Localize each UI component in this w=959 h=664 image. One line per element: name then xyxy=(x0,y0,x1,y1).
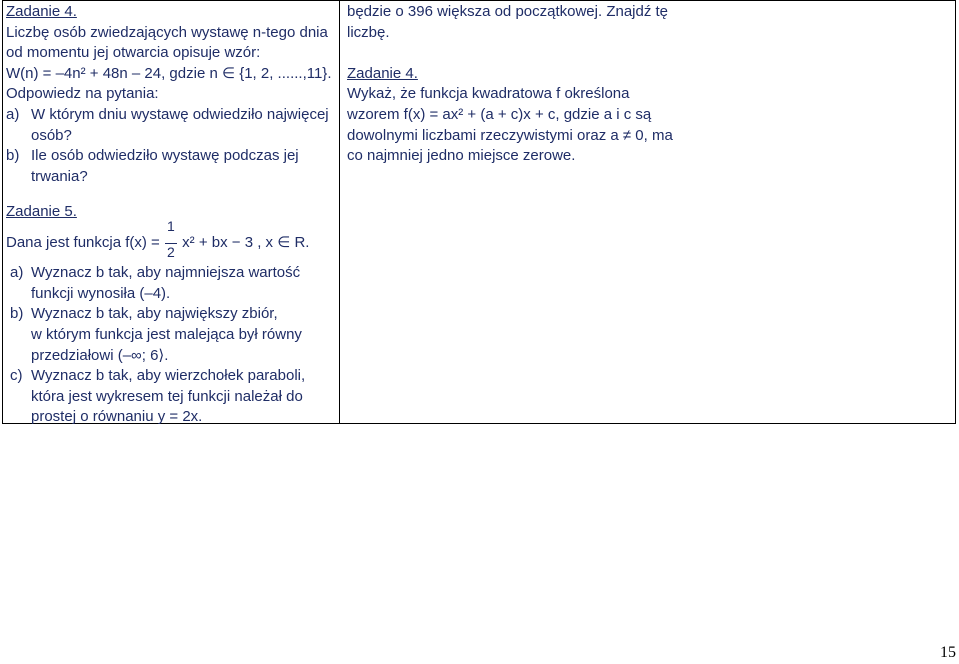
task-text-line: co najmniej jedno miejsce zerowe. xyxy=(347,147,576,165)
task-title: Zadanie 4. xyxy=(347,64,418,82)
subtask-text-line: prostej o równaniu y = 2x. xyxy=(31,408,203,426)
task-text-line: od momentu jej otwarcia opisuje wzór: xyxy=(6,44,261,62)
fraction-denominator: 2 xyxy=(167,243,175,260)
spacer xyxy=(347,43,947,64)
task-formula-line: W(n) = –4n² + 48n – 24, gdzie n ∈ {1, 2, ......,11}. xyxy=(6,64,332,82)
definition-prefix: Dana jest funkcja f(x) = xyxy=(6,233,160,251)
question-text-line: osób? xyxy=(31,126,72,144)
subtask-text-line: funkcji wynosiła (–4). xyxy=(31,284,171,302)
subtask-label: c) xyxy=(10,367,23,385)
subtask-a xyxy=(6,263,336,304)
page-number: 15 xyxy=(940,644,956,661)
subtask-b xyxy=(6,304,336,366)
task-4-right-cell xyxy=(347,2,947,167)
task-text-line: Odpowiedz na pytania: xyxy=(6,85,159,103)
subtask-text-line: Wyznacz b tak, aby największy zbiór, xyxy=(31,305,278,323)
table-border-top xyxy=(2,0,956,1)
subtask-c xyxy=(6,366,336,428)
table-border-right xyxy=(955,0,956,424)
task-5-cell xyxy=(6,202,336,428)
subtask-text-line: w którym funkcja jest malejąca był równy xyxy=(31,325,302,343)
subtask-text-line: Wyznacz b tak, aby wierzchołek paraboli, xyxy=(31,367,306,385)
question-text-line: W którym dniu wystawę odwiedziło najwięcej xyxy=(31,105,329,123)
subtask-text-line: Wyznacz b tak, aby najmniejsza wartość xyxy=(31,264,301,282)
fraction xyxy=(164,217,178,260)
task-title: Zadanie 5. xyxy=(6,203,77,220)
fraction-numerator: 1 xyxy=(167,217,175,234)
question-label: a) xyxy=(6,105,20,123)
table-column-divider xyxy=(339,0,340,424)
table-border-left xyxy=(2,0,3,424)
question-label: b) xyxy=(6,147,20,165)
task-title: Zadanie 4. xyxy=(6,3,77,20)
function-definition xyxy=(6,217,336,260)
question-b xyxy=(6,146,336,187)
continued-text-line: będzie o 396 większa od początkowej. Znajdź tę xyxy=(347,3,669,20)
task-text-line: Wykaż, że funkcja kwadratowa f określona xyxy=(347,85,630,103)
question-text-line: Ile osób odwiedziło wystawę podczas jej xyxy=(31,147,299,165)
subtask-text-line: przedziałowi (–∞; 6⟩. xyxy=(31,346,169,364)
subtask-text-line: która jest wykresem tej funkcji należał do xyxy=(31,387,303,405)
subtask-label: a) xyxy=(10,264,24,282)
question-a xyxy=(6,105,336,146)
question-text-line: trwania? xyxy=(31,167,88,185)
task-4-left-cell xyxy=(6,2,336,187)
definition-suffix: x² + bx − 3 , x ∈ R. xyxy=(182,233,310,251)
continued-text-line: liczbę. xyxy=(347,23,390,41)
task-text-line: Liczbę osób zwiedzających wystawę n-tego dnia xyxy=(6,23,328,41)
task-text-line: dowolnymi liczbami rzeczywistymi oraz a ≠ 0, ma xyxy=(347,126,673,144)
subtask-label: b) xyxy=(10,305,24,323)
task-formula-line: wzorem f(x) = ax² + (a + c)x + c, gdzie a i c są xyxy=(347,105,652,123)
